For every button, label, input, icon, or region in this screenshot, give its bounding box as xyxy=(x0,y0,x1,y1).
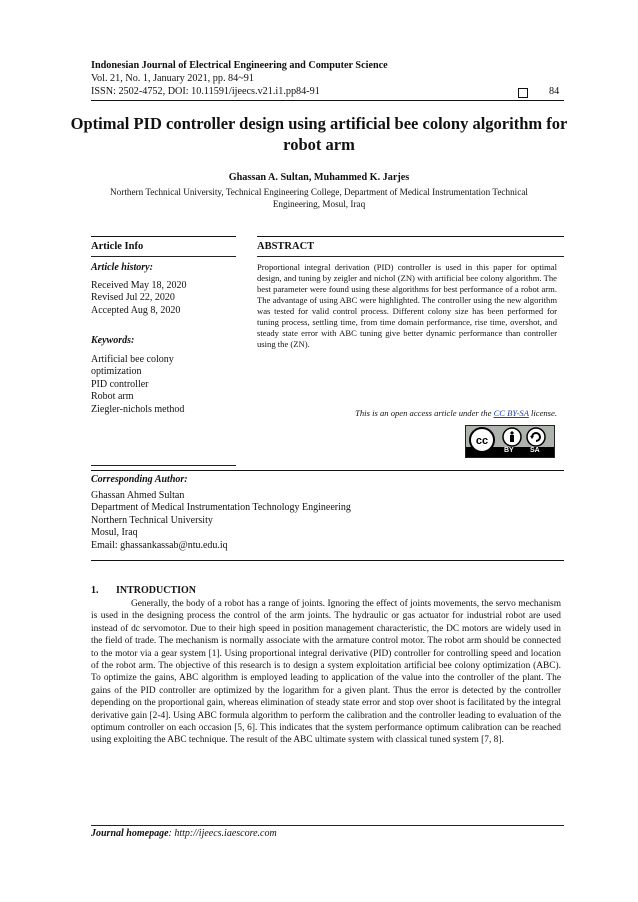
author-department: Department of Medical Instrumentation Technology Engineering xyxy=(91,502,351,514)
keyword: Robot arm xyxy=(91,391,134,403)
history-dates xyxy=(91,280,187,317)
authors: Ghassan A. Sultan, Muhammed K. Jarjes xyxy=(228,172,410,183)
cc-by-sa-link[interactable]: CC BY-SA xyxy=(493,408,529,418)
keywords-label: Keywords: xyxy=(91,335,135,346)
accepted-date: Accepted Aug 8, 2020 xyxy=(91,304,181,316)
checkbox-icon xyxy=(518,88,528,98)
journal-name: Indonesian Journal of Electrical Engineering and Computer Science xyxy=(91,60,388,71)
page-number: 84 xyxy=(549,86,560,97)
keywords-list xyxy=(91,354,184,416)
keyword: optimization xyxy=(91,366,142,378)
history-label: Article history: xyxy=(91,262,153,273)
author-university: Northern Technical University xyxy=(91,514,213,526)
volume-info: Vol. 21, No. 1, January 2021, pp. 84~91 xyxy=(91,73,254,84)
keyword: Ziegler-nichols method xyxy=(91,403,185,415)
article-info-top-rule xyxy=(91,236,236,237)
header-rule xyxy=(91,100,564,101)
author-email[interactable]: Email: ghassankassab@ntu.edu.iq xyxy=(91,539,228,551)
homepage-url[interactable]: : http://ijeecs.iaescore.com xyxy=(168,828,277,839)
received-date: Received May 18, 2020 xyxy=(91,280,187,291)
license-suffix: license. xyxy=(530,408,557,418)
license-prefix: This is an open access article under the xyxy=(355,408,492,418)
corresponding-bottom-rule xyxy=(91,560,564,561)
introduction-heading: 1. INTRODUCTION xyxy=(91,585,197,596)
introduction-paragraph: Generally, the body of a robot has a range of joints. Ignoring the effect of joints movements, the servo mechanism is used in the designing process the control of the arm joints. The hydraulic or gas actuator for industrial robot are used instead of dc servomotor. Due to their high speed in position management characteristic, the DC motors are widely used in the field of trade. The mechanism is normally associate with the armature control motor. The robot arm should be connected to the motor via a gear system [1]. Using proportional integral derivative (PID) controller for controlling speed and location of the robot arm. The objective of this research is to design a system exploitation artificial bee colony optimization (ABC). To optimize the gains, ABC algorithm is employed leading to application of the value into the controller of the plant. The gains of the PID controller are optimized by the logarithm for a given plant. Thus the error is detected by the controller depending on the proportional gain, whereas elimination of steady state error and stop over shoot is facilitated by the integral derivative gain [2-4]. Using ABC formula algorithm to perform the calibration and the controller leading to evaluation of the optimum controller on each occasion [5, 6]. This indicates that the system performance optimum calibration can be reached using exploiting the ABC technique. The result of the ABC ultimate system with classical tuned system [7, 8]. xyxy=(91,599,561,746)
author-location: Mosul, Iraq xyxy=(91,527,138,539)
keyword: Artificial bee colony xyxy=(91,354,174,365)
article-info-sub-rule xyxy=(91,256,236,257)
keyword: PID controller xyxy=(91,378,149,390)
footer-rule xyxy=(91,825,564,826)
article-info-heading: Article Info xyxy=(91,241,144,252)
corresponding-label: Corresponding Author: xyxy=(91,474,188,485)
abstract-text: Proportional integral derivation (PID) controller is used in this paper for optimal design, and tuning by zeigler and nichol (ZN) with artificial bee colony algorithm. The best parameter were found using these algorithms for best performance of a robot arm. The advantage of using ABC were highlighted. The controller using the new algorithm was tested for valid control process. Different colony size has been performed for tuning process, settling time, from time domain performance, rise time, overshot, and steady state error with ABC tuning give better dynamic performance than controller using the (ZN). xyxy=(257,262,557,349)
author-name: Ghassan Ahmed Sultan xyxy=(91,490,185,501)
corresponding-details xyxy=(91,490,351,552)
cc-license-badge-icon[interactable] xyxy=(465,425,555,458)
affiliation: Northern Technical University, Technical Engineering College, Department of Medical Instrumentation Technical Engineering, Mosul, Iraq xyxy=(110,187,528,209)
article-info-bottom-rule xyxy=(91,465,236,466)
paper-title: Optimal PID controller design using artificial bee colony algorithm for robot arm xyxy=(70,114,568,154)
abstract-top-rule xyxy=(257,236,564,237)
introduction-text xyxy=(91,598,561,747)
journal-homepage xyxy=(91,828,277,839)
abstract-sub-rule xyxy=(257,256,564,257)
svg-text:cc: cc xyxy=(475,435,489,447)
corresponding-top-rule xyxy=(91,470,564,471)
homepage-label: Journal homepage xyxy=(91,828,169,839)
issn-doi: ISSN: 2502-4752, DOI: 10.11591/ijeecs.v21.i1.pp84-91 xyxy=(91,86,320,97)
cc-by-label: BY xyxy=(504,447,514,454)
revised-date: Revised Jul 22, 2020 xyxy=(91,292,175,304)
abstract-heading: ABSTRACT xyxy=(257,241,315,252)
cc-sa-label: SA xyxy=(530,447,540,454)
open-access-note xyxy=(257,408,557,418)
